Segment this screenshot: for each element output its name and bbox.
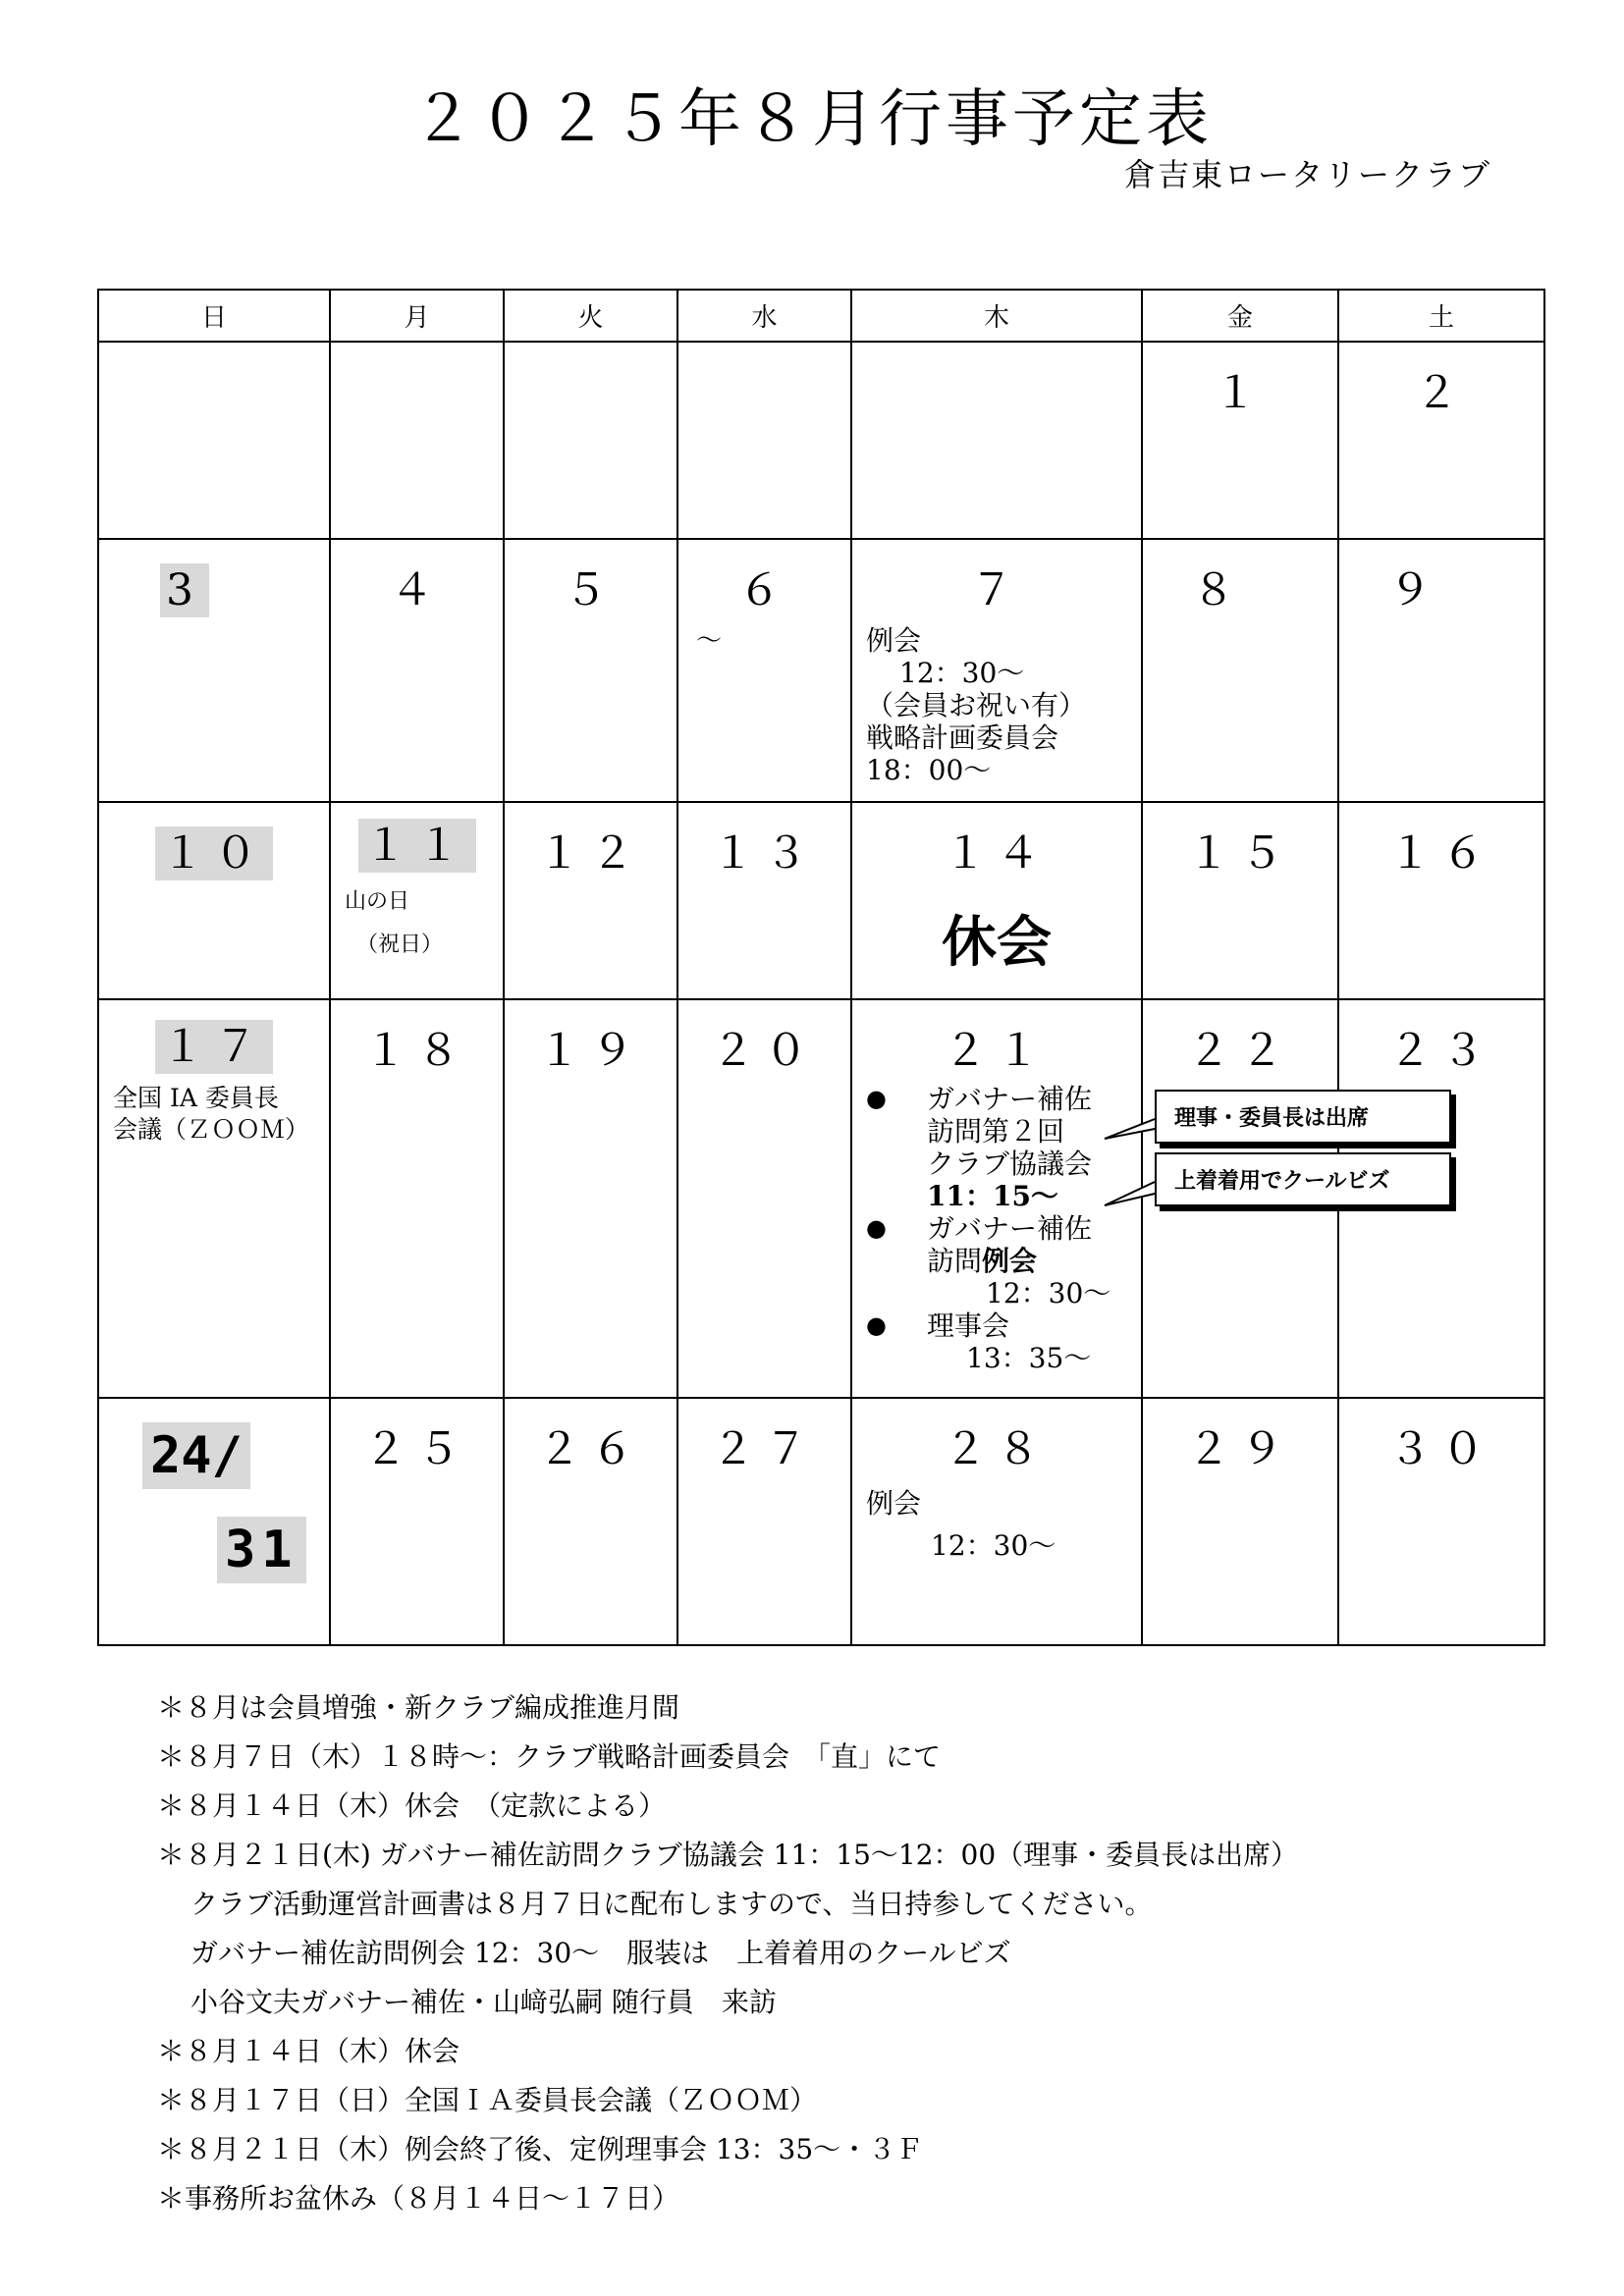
day-cell-11 bbox=[330, 802, 504, 999]
day-number: ２７ bbox=[711, 1424, 818, 1474]
day-cell-8 bbox=[1142, 539, 1338, 802]
event-text: 会議（ＺＯＯＭ） bbox=[113, 1115, 310, 1144]
weekday-sun: 日 bbox=[98, 290, 330, 342]
day-number: ２１ bbox=[944, 1026, 1050, 1076]
list-item bbox=[852, 1309, 1141, 1374]
weekday-tue: 火 bbox=[504, 290, 677, 342]
callout-pointer-1 bbox=[1105, 1119, 1155, 1139]
event-text: 訪問 bbox=[927, 1245, 983, 1277]
holiday-label: 山の日 bbox=[345, 889, 410, 914]
day-number: 31 bbox=[217, 1517, 306, 1583]
day-cell-30 bbox=[1338, 1398, 1544, 1645]
day-cell-27 bbox=[677, 1398, 851, 1645]
day-number: １３ bbox=[711, 828, 818, 879]
callout-attendance: 理事・委員長は出席 bbox=[1155, 1090, 1451, 1144]
event-list bbox=[852, 1083, 1141, 1374]
day-cell-26 bbox=[504, 1398, 677, 1645]
event-text: 12：30～ bbox=[899, 657, 1025, 689]
day-number: ２ bbox=[1415, 368, 1468, 418]
week-row-5 bbox=[98, 1398, 1544, 1645]
weekday-wed: 水 bbox=[677, 290, 851, 342]
day-number: ２９ bbox=[1187, 1424, 1293, 1474]
day-cell-2 bbox=[1338, 342, 1544, 539]
day-cell-6 bbox=[677, 539, 851, 802]
weekday-sat: 土 bbox=[1338, 290, 1544, 342]
day-cell-empty bbox=[677, 342, 851, 539]
callout-dress-code: 上着着用でクールビズ bbox=[1155, 1152, 1451, 1206]
day-number: １６ bbox=[1388, 828, 1494, 879]
day-number: １０ bbox=[155, 827, 273, 881]
day-cell-10 bbox=[98, 802, 330, 999]
day-number: 24/ bbox=[142, 1422, 250, 1489]
day-number: ６ bbox=[737, 565, 791, 615]
weekday-header-row bbox=[98, 290, 1544, 342]
day-cell-17 bbox=[98, 999, 330, 1398]
day-number: １５ bbox=[1187, 828, 1293, 879]
calendar-table bbox=[97, 289, 1545, 1646]
day-cell-29 bbox=[1142, 1398, 1338, 1645]
notes-list bbox=[157, 1683, 1298, 2223]
day-number: ５ bbox=[564, 565, 618, 615]
day-cell-9 bbox=[1338, 539, 1544, 802]
day-cell-20 bbox=[677, 999, 851, 1398]
event-text: 13：35～ bbox=[966, 1342, 1092, 1374]
event-text: 例会 bbox=[982, 1245, 1038, 1277]
callout-pointers bbox=[1100, 1090, 1159, 1217]
note-line: クラブ活動運営計画書は８月７日に配布しますので、当日持参してください。 bbox=[190, 1888, 1153, 1920]
event-text: クラブ協議会 bbox=[927, 1148, 1093, 1180]
day-cell-3 bbox=[98, 539, 330, 802]
note-line: ＊８月２１日（木）例会終了後、定例理事会 13：35～・３Ｆ bbox=[157, 2133, 924, 2165]
day-number: １７ bbox=[155, 1020, 273, 1074]
day-number: １４ bbox=[944, 828, 1050, 879]
kyukai-label: 休会 bbox=[942, 911, 1052, 975]
day-cell-15 bbox=[1142, 802, 1338, 999]
day-number: １２ bbox=[537, 828, 644, 879]
day-cell-24-31 bbox=[98, 1398, 330, 1645]
note-line: ＊８月１４日（木）休会 （定款による） bbox=[157, 1789, 667, 1822]
weekday-fri: 金 bbox=[1142, 290, 1338, 342]
day-number: ４ bbox=[390, 565, 444, 615]
note-line: ＊８月２１日(木) ガバナー補佐訪問クラブ協議会 11：15～12：00（理事・委員長は出席） bbox=[157, 1839, 1299, 1871]
club-name: 倉吉東ロータリークラブ bbox=[1123, 156, 1491, 193]
day-cell-13 bbox=[677, 802, 851, 999]
list-item bbox=[852, 1212, 1141, 1309]
day-number: ８ bbox=[1192, 565, 1245, 615]
event-text: 訪問第２回 bbox=[927, 1115, 1065, 1148]
note-line: ＊８月は会員増強・新クラブ編成推進月間 bbox=[157, 1691, 680, 1724]
day-cell-empty bbox=[851, 342, 1142, 539]
week-row-1 bbox=[98, 342, 1544, 539]
weekday-thu: 木 bbox=[851, 290, 1142, 342]
day-cell-16 bbox=[1338, 802, 1544, 999]
day-number: １８ bbox=[363, 1026, 470, 1076]
event-text: 11：15～ bbox=[927, 1180, 1058, 1212]
day-number: ２８ bbox=[944, 1424, 1050, 1474]
note-line: ＊８月１７日（日）全国ＩＡ委員長会議（ＺＯＯＭ） bbox=[157, 2084, 818, 2116]
weekday-mon: 月 bbox=[330, 290, 504, 342]
day-cell-empty bbox=[98, 342, 330, 539]
event-text: 戦略計画委員会 bbox=[866, 721, 1059, 754]
event-text: ● 理事会 bbox=[927, 1309, 1010, 1342]
day-cell-12 bbox=[504, 802, 677, 999]
day-cell-28 bbox=[851, 1398, 1142, 1645]
note-line: ＊事務所お盆休み（８月１４日～１７日） bbox=[157, 2182, 680, 2215]
day-cell-5 bbox=[504, 539, 677, 802]
event-text: （会員お祝い有） bbox=[866, 689, 1087, 721]
event-text: 12：30～ bbox=[931, 1529, 1056, 1562]
event-text: ● ガバナー補佐 bbox=[927, 1212, 1093, 1245]
event-text: 12：30～ bbox=[986, 1277, 1111, 1309]
day-number: ２５ bbox=[363, 1424, 470, 1474]
day-number: １９ bbox=[537, 1026, 644, 1076]
day-cell-18 bbox=[330, 999, 504, 1398]
day-cell-21 bbox=[851, 999, 1142, 1398]
day-number: ２２ bbox=[1187, 1026, 1293, 1076]
list-item bbox=[852, 1083, 1141, 1212]
day-cell-19 bbox=[504, 999, 677, 1398]
day-number: ３０ bbox=[1388, 1424, 1494, 1474]
day-cell-25 bbox=[330, 1398, 504, 1645]
day-number: ２０ bbox=[711, 1026, 818, 1076]
holiday-label: （祝日） bbox=[356, 933, 444, 957]
day-cell-4 bbox=[330, 539, 504, 802]
day-number: ９ bbox=[1388, 565, 1441, 615]
day-cell-14 bbox=[851, 802, 1142, 999]
note-line: ガバナー補佐訪問例会 12：30～ 服装は 上着着用のクールビズ bbox=[190, 1937, 1011, 1969]
day-number: １１ bbox=[358, 819, 476, 873]
callout-pointer-2 bbox=[1105, 1182, 1155, 1205]
week-row-3 bbox=[98, 802, 1544, 999]
week-row-2 bbox=[98, 539, 1544, 802]
day-cell-empty bbox=[330, 342, 504, 539]
note-line: 小谷文夫ガバナー補佐・山﨑弘嗣 随行員 来訪 bbox=[190, 1986, 777, 2018]
day-number: 3 bbox=[160, 563, 209, 617]
day-number: １ bbox=[1214, 368, 1267, 418]
note-line: ＊８月１４日（木）休会 bbox=[157, 2035, 460, 2067]
page-title: ２０２５年８月行事予定表 bbox=[411, 83, 1213, 156]
event-text: ● ガバナー補佐 bbox=[927, 1083, 1093, 1115]
note-line: ＊８月７日（木）１８時～：クラブ戦略計画委員会 「直」にて bbox=[157, 1740, 942, 1773]
event-tilde: ～ bbox=[696, 626, 723, 656]
day-number: ７ bbox=[970, 565, 1023, 615]
event-text: 全国 IA 委員長 bbox=[113, 1084, 279, 1112]
event-text: 例会 bbox=[866, 1487, 922, 1520]
event-text: 例会 bbox=[866, 624, 922, 657]
day-cell-empty bbox=[504, 342, 677, 539]
day-number: ２６ bbox=[537, 1424, 644, 1474]
event-text: 18：00～ bbox=[866, 754, 992, 786]
day-cell-7 bbox=[851, 539, 1142, 802]
day-number: ２３ bbox=[1388, 1026, 1494, 1076]
day-cell-1 bbox=[1142, 342, 1338, 539]
